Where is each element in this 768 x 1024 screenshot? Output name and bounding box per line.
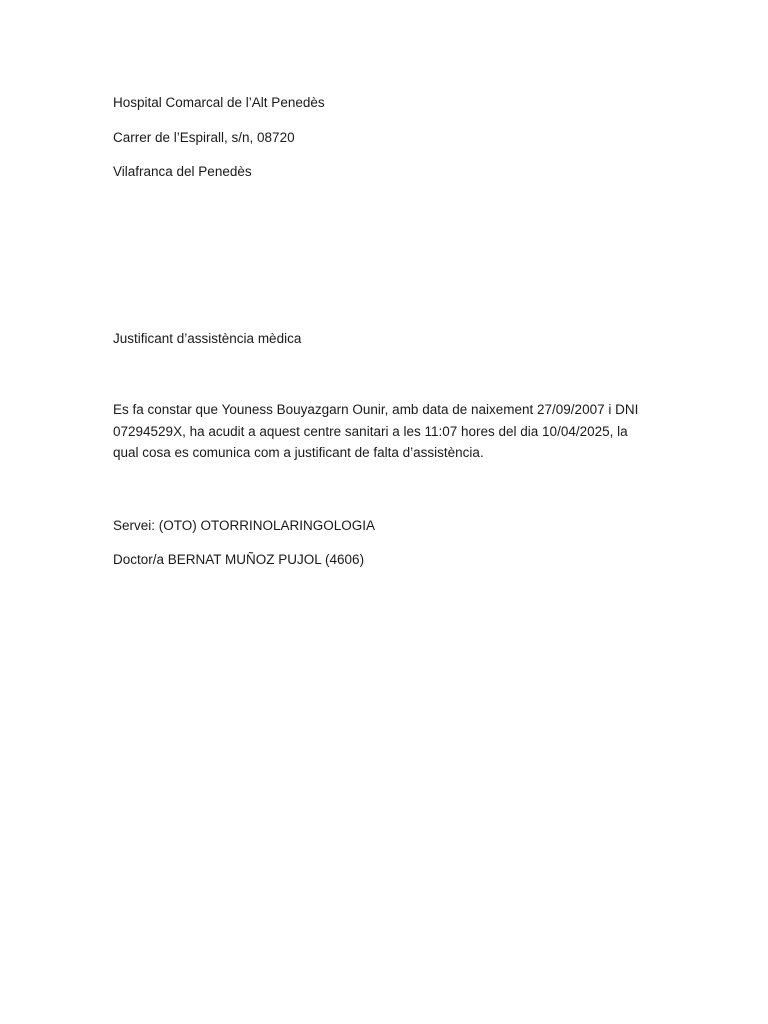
attestation-paragraph <box>113 399 658 464</box>
document-title: Justificant d’assistència mèdica <box>113 331 302 346</box>
attestation-line: qual cosa es comunica com a justificant de falta d’assistència. <box>113 445 484 460</box>
hospital-name: Hospital Comarcal de l’Alt Penedès <box>113 95 325 110</box>
attestation-line: Es fa constar que Youness Bouyazgarn Ounir, amb data de naixement 27/09/2007 i DNI <box>113 402 639 417</box>
attestation-line: 07294529X, ha acudit a aquest centre sanitari a les 11:07 hores del dia 10/04/2025, la <box>113 423 628 439</box>
hospital-city: Vilafranca del Penedès <box>113 164 252 179</box>
hospital-street: Carrer de l’Espirall, s/n, 08720 <box>113 130 295 145</box>
service-line: Servei: (OTO) OTORRINOLARINGOLOGIA <box>113 518 376 533</box>
doctor-line: Doctor/a BERNAT MUÑOZ PUJOL (4606) <box>113 552 365 567</box>
